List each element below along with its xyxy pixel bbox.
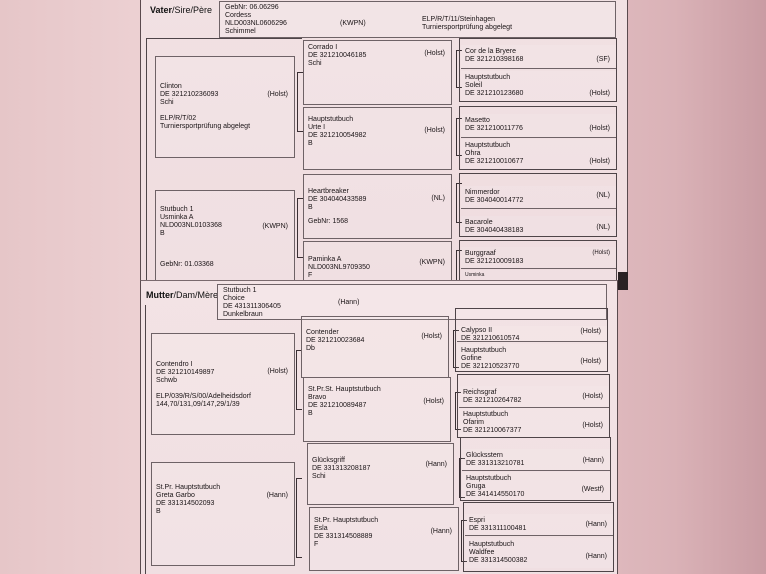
horse-studbook: St.Pr.St. Hauptstutbuch	[308, 386, 381, 393]
horse-id: DE 331311100481	[469, 525, 527, 532]
sire-performance-2: Turniersportprüfung abgelegt	[422, 24, 513, 31]
dam-ggp-box-7	[465, 514, 613, 536]
horse-name: Corrado I	[308, 44, 338, 51]
horse-id: DE 321210023684	[306, 337, 365, 344]
dam-gp-box-1	[301, 316, 449, 378]
dam-studbook: Stutbuch 1	[223, 287, 257, 294]
horse-name: Waldfee	[469, 549, 495, 556]
horse-registry: (Hann)	[585, 521, 607, 528]
horse-studbook: Stutbuch 1	[160, 206, 194, 213]
horse-id: DE 321210264782	[463, 397, 522, 404]
horse-registry: (Holst)	[424, 50, 445, 57]
sire-ggp-box-4	[461, 139, 616, 169]
horse-color: Db	[306, 345, 315, 352]
horse-id: DE 331313208187	[312, 465, 371, 472]
sire-gp-box-1	[303, 40, 452, 105]
horse-name: Urte I	[308, 124, 326, 131]
horse-id: DE 321210123680	[465, 90, 524, 97]
sire-ggp-box-1	[461, 45, 616, 69]
horse-color: B	[308, 204, 313, 211]
horse-name: Reichsgraf	[463, 389, 497, 396]
horse-name: Bacarole	[465, 219, 493, 226]
horse-studbook: St.Pr. Hauptstutbuch	[156, 484, 221, 491]
horse-id: DE 321210046185	[308, 52, 367, 59]
horse-id: DE 321210610574	[461, 335, 520, 342]
dam-section-label	[146, 290, 218, 300]
dam-ggp-box-3	[459, 386, 609, 408]
dam-gp-box-2	[303, 377, 451, 442]
horse-registry: (Holst)	[589, 90, 610, 97]
horse-performance: ELP/039/R/S/00/Adelheidsdorf	[156, 393, 251, 400]
horse-id: DE 321210236093	[160, 91, 219, 98]
horse-id: DE 304040014772	[465, 197, 524, 204]
sire-label-rest: /Sire/Père	[172, 5, 213, 15]
horse-performance-2: 144,70/131,09/147,29/1/39	[156, 401, 240, 408]
dam-gp-box-4	[309, 507, 459, 571]
horse-registry: (Holst)	[267, 368, 288, 375]
sire-registry: (KWPN)	[340, 20, 366, 27]
horse-name: Clinton	[160, 83, 182, 90]
horse-name: Calypso II	[461, 327, 493, 334]
horse-color: F	[308, 272, 313, 279]
horse-id: DE 321210089487	[308, 402, 367, 409]
horse-name: Gruga	[466, 483, 486, 490]
horse-name: Contendro I	[156, 361, 193, 368]
horse-id: DE 304040438183	[465, 227, 524, 234]
horse-registry: (Holst)	[267, 91, 288, 98]
horse-id: DE 321210067377	[463, 427, 522, 434]
sire-header-box	[219, 1, 616, 38]
sire-color: Schimmel	[225, 28, 256, 35]
horse-name: Gofine	[461, 355, 482, 362]
horse-performance-2: Turniersportprüfung abgelegt	[160, 123, 251, 130]
sire-id: NLD003NL0606296	[225, 20, 287, 27]
horse-name: Glücksgriff	[312, 457, 345, 464]
dam-ggp-box-5	[462, 449, 610, 471]
horse-name: Greta Garbo	[156, 492, 195, 499]
horse-name: Masetto	[465, 117, 490, 124]
horse-id: DE 321210398168	[465, 56, 524, 63]
horse-studbook: Hauptstutbuch	[465, 74, 511, 81]
horse-id: DE 321210009183	[465, 258, 524, 265]
sire-performance: ELP/R/T/11/Steinhagen	[422, 16, 496, 23]
horse-color: Schi	[160, 99, 174, 106]
dam-gp-box-3	[307, 443, 454, 505]
horse-id: DE 331314500382	[469, 557, 528, 564]
dam-ggp-box-8	[465, 538, 613, 568]
horse-studbook: Hauptstutbuch	[308, 116, 354, 123]
horse-registry: (Westf)	[581, 486, 604, 493]
horse-id: DE 331313210781	[466, 460, 525, 467]
horse-id: DE 321210010677	[465, 158, 524, 165]
horse-registry: (Holst)	[424, 127, 445, 134]
horse-registry: (Hann)	[266, 492, 288, 499]
horse-id: DE 321210054982	[308, 132, 367, 139]
sire-ggp-box-7	[461, 247, 616, 269]
horse-id: DE 331314508889	[314, 533, 373, 540]
horse-id: DE 321210149897	[156, 369, 215, 376]
horse-performance: ELP/R/T/02	[160, 115, 197, 122]
horse-studbook: Hauptstutbuch	[469, 541, 515, 548]
horse-name: Burggraaf	[465, 250, 496, 257]
dam-label-rest: /Dam/Mère	[173, 290, 219, 300]
horse-name: Esla	[314, 525, 328, 532]
horse-registry: (Holst)	[580, 328, 601, 335]
horse-studbook: Hauptstutbuch	[465, 142, 511, 149]
horse-studbook: St.Pr. Hauptstutbuch	[314, 517, 379, 524]
horse-id: DE 321210011776	[465, 125, 523, 132]
horse-name: Soleil	[465, 82, 483, 89]
horse-registry: (KWPN)	[262, 223, 288, 230]
dam-color: Dunkelbraun	[223, 311, 263, 318]
horse-name: Glücksstern	[466, 452, 503, 459]
horse-color: B	[308, 140, 313, 147]
dam-ggp-box-4	[459, 408, 609, 437]
horse-registry: (Holst)	[580, 358, 601, 365]
horse-registry: (Holst)	[423, 398, 444, 405]
horse-name: Bravo	[308, 394, 327, 401]
horse-gebnr: GebNr: 1568	[308, 218, 349, 225]
horse-id: NLD003NL9709350	[308, 264, 370, 271]
horse-name: Cor de la Bryere	[465, 48, 516, 55]
horse-registry: (Hann)	[425, 461, 447, 468]
dam-name: Choice	[223, 295, 245, 302]
sire-dam-box	[155, 190, 295, 282]
horse-id: DE 331314502093	[156, 500, 215, 507]
horse-registry: (NL)	[596, 192, 610, 199]
horse-name: Nimmerdor	[465, 189, 500, 196]
sire-gp-box-2	[303, 107, 452, 170]
horse-name: Espri	[469, 517, 485, 524]
horse-color: Schwb	[156, 377, 178, 384]
horse-id: DE 321210523770	[461, 363, 520, 370]
dam-label-bold: Mutter	[146, 290, 174, 300]
horse-color: Schi	[308, 60, 322, 67]
horse-color: B	[308, 410, 313, 417]
horse-registry: (Hann)	[430, 528, 452, 535]
horse-name: Paminka A	[308, 256, 342, 263]
sire-gp-box-4	[303, 241, 452, 285]
horse-registry: (Holst)	[592, 250, 610, 256]
dam-dam-box	[151, 462, 295, 566]
sire-section-label	[150, 5, 212, 15]
sire-ggp-box-5	[461, 186, 616, 209]
dam-ggp-box-2	[457, 344, 607, 371]
horse-registry: (Holst)	[421, 333, 442, 340]
sire-ggp-box-3	[461, 114, 616, 138]
horse-registry: (NL)	[431, 195, 445, 202]
horse-name: Contender	[306, 329, 339, 336]
horse-color: B	[156, 508, 161, 515]
horse-registry: (Holst)	[589, 158, 610, 165]
horse-studbook: Hauptstutbuch	[463, 411, 509, 418]
dam-ggp-box-6	[462, 472, 610, 500]
horse-color: F	[314, 541, 319, 548]
horse-gebnr: GebNr: 01.03368	[160, 261, 214, 268]
sire-name: Cordess	[225, 12, 252, 19]
bracket-connector	[296, 478, 302, 558]
horse-registry: (NL)	[596, 224, 610, 231]
horse-registry: (KWPN)	[419, 259, 445, 266]
horse-registry: (Holst)	[589, 125, 610, 132]
sire-gebnr: GebNr: 06.06296	[225, 4, 279, 11]
sire-gp-box-3	[303, 174, 452, 239]
page-fold-shadow	[618, 272, 628, 290]
horse-studbook: Hauptstutbuch	[461, 347, 507, 354]
horse-color: Schi	[312, 473, 326, 480]
horse-registry: (Hann)	[582, 457, 604, 464]
horse-id: DE 341414550170	[466, 491, 525, 498]
horse-name: Ohra	[465, 150, 481, 157]
horse-registry: (Holst)	[582, 422, 603, 429]
dam-ggp-box-1	[457, 326, 607, 342]
horse-color: B	[160, 230, 165, 237]
sire-sire-box	[155, 56, 295, 158]
horse-name: Usminka A	[160, 214, 194, 221]
sire-ggp-box-2	[461, 71, 616, 101]
sire-ggp-box-6	[461, 216, 616, 236]
horse-id: DE 304040433589	[308, 196, 367, 203]
horse-studbook: Hauptstutbuch	[466, 475, 512, 482]
dam-id: DE 431311306405	[223, 303, 281, 310]
dam-registry: (Hann)	[338, 299, 360, 306]
sire-label-bold: Vater	[150, 5, 173, 15]
dam-sire-box	[151, 333, 295, 435]
horse-id: NLD003NL0103368	[160, 222, 222, 229]
horse-registry: (Hann)	[585, 553, 607, 560]
horse-name: Usminka	[465, 272, 485, 278]
horse-name: Ofarim	[463, 419, 484, 426]
horse-registry: (Holst)	[582, 393, 603, 400]
horse-registry: (SF)	[596, 56, 610, 63]
horse-name: Heartbreaker	[308, 188, 349, 195]
